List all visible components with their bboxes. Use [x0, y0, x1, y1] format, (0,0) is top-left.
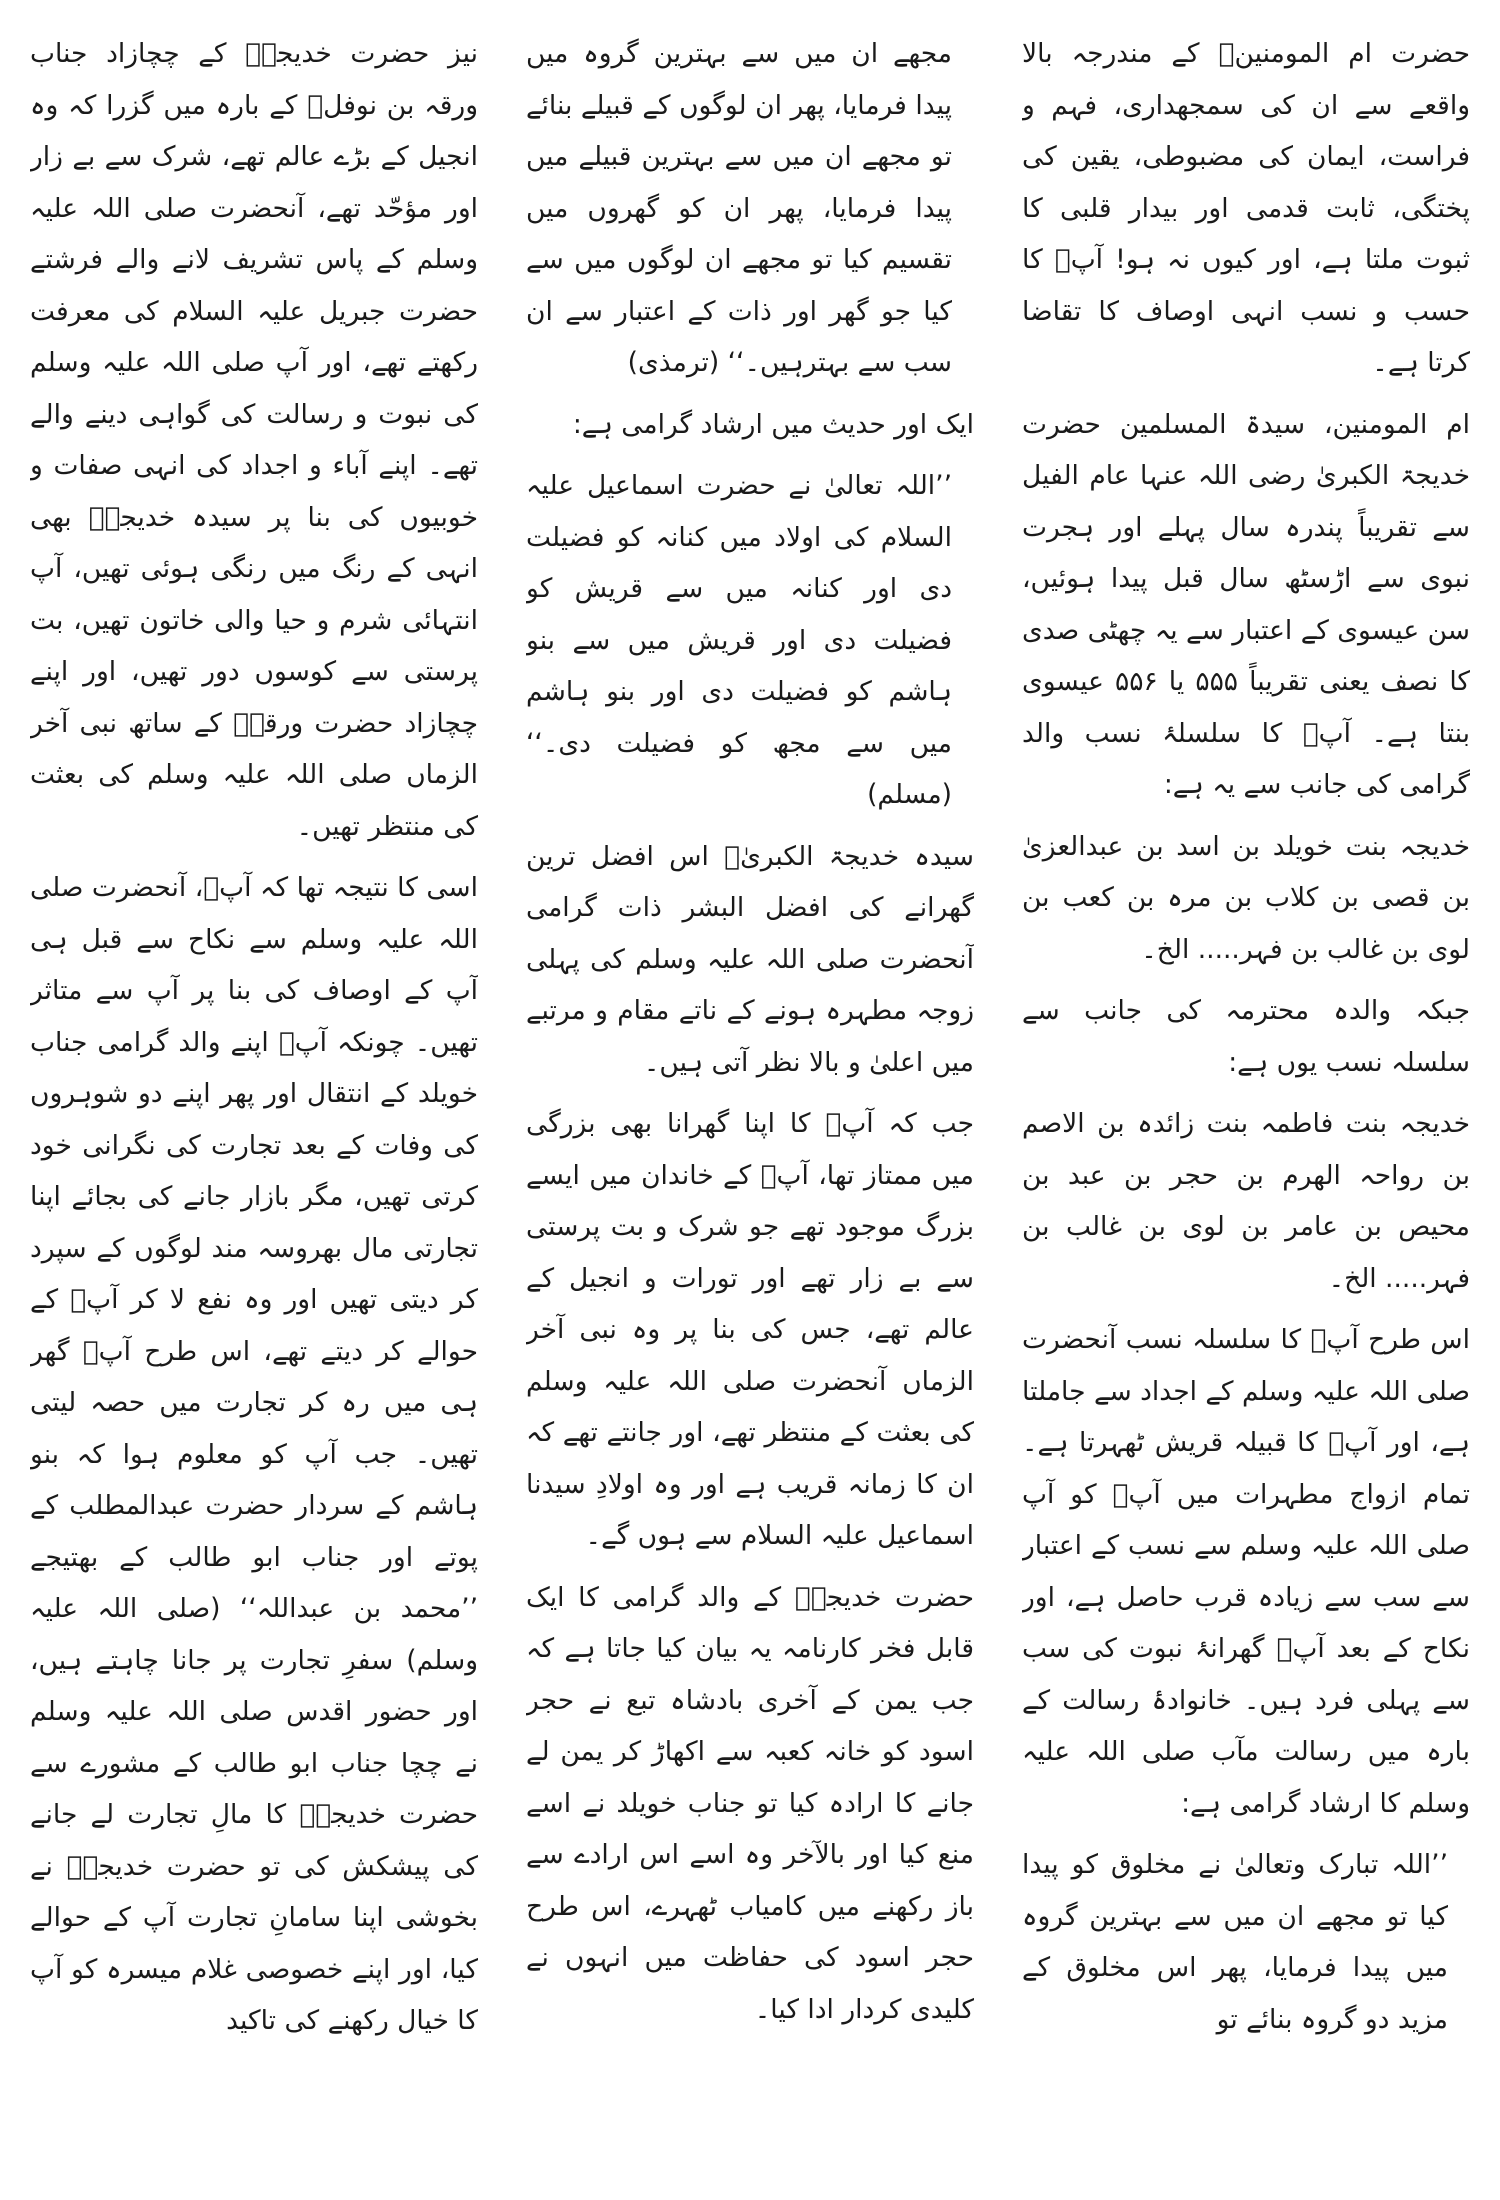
hadith-quote: ’’اللہ تبارک وتعالیٰ نے مخلوق کو پیدا کیا تو مجھے ان میں سے بہترین گروہ میں پیدا فرمایا، پھر اس مخلوق کے مزید دو گروہ بنائے تو	[1022, 1849, 1448, 2035]
paragraph: جبکہ والدہ محترمہ کی جانب سے سلسلہ نسب یوں ہے:	[1022, 995, 1470, 1078]
column-right	[1022, 28, 1470, 2180]
column-middle	[526, 28, 974, 2180]
paragraph: خدیجہ بنت فاطمہ بنت زائدہ بن الاصم بن رواحہ الھرم بن حجر بن عبد بن محیص بن عامر بن لوی بن غالب بن فہر..... الخ۔	[1022, 1108, 1470, 1294]
paragraph: جب کہ آپؓ کا اپنا گھرانا بھی بزرگی میں ممتاز تھا، آپؓ کے خاندان میں ایسے بزرگ موجود تھے جو شرک و بت پرستی سے بے زار تھے اور تورات و انجیل کے عالم تھے، جس کی بنا پر وہ نبی آخر الزماں آنحضرت صلی اللہ علیہ وسلم کی بعثت کے منتظر تھے، اور جانتے تھے کہ ان کا زمانہ قریب ہے اور وہ اولادِ سیدنا اسماعیل علیہ السلام سے ہوں گے۔	[526, 1108, 974, 1551]
paragraph: نیز حضرت خدیجہؓ کے چچازاد جناب ورقہ بن نوفلؓ کے بارہ میں گزرا کہ وہ انجیل کے بڑے عالم تھے، شرک سے بے زار اور مؤحّد تھے، آنحضرت صلی اللہ علیہ وسلم کے پاس تشریف لانے والے فرشتے حضرت جبریل علیہ السلام کی معرفت رکھتے تھے، اور آپ صلی اللہ علیہ وسلم کی نبوت و رسالت کی گواہی دینے والے تھے۔ اپنے آباء و اجداد کی انہی صفات و خوبیوں کی بنا پر سیدہ خدیجہؓ بھی انہی کے رنگ میں رنگی ہوئی تھیں، آپ انتہائی شرم و حیا والی خاتون تھیں، بت پرستی سے کوسوں دور تھیں، اور اپنے چچازاد حضرت ورقہؓ کے ساتھ نبی آخر الزماں صلی اللہ علیہ وسلم کی بعثت کی منتظر تھیں۔	[30, 38, 478, 842]
paragraph: سیدہ خدیجۃ الکبریٰؓ اس افضل ترین گھرانے کی افضل البشر ذات گرامی آنحضرت صلی اللہ علیہ وسلم کی پہلی زوجہ مطہرہ ہونے کے ناتے مقام و مرتبے میں اعلیٰ و بالا نظر آتی ہیں۔	[526, 840, 974, 1078]
paragraph: خدیجہ بنت خویلد بن اسد بن عبدالعزیٰ بن قصی بن کلاب بن مرہ بن کعب بن لوی بن غالب بن فہر..... الخ۔	[1022, 830, 1470, 965]
paragraph: اس طرح آپؓ کا سلسلہ نسب آنحضرت صلی اللہ علیہ وسلم کے اجداد سے جاملتا ہے، اور آپؓ کا قبیلہ قریش ٹھہرتا ہے۔ تمام ازواج مطہرات میں آپؓ کو آپ صلی اللہ علیہ وسلم سے نسب کے اعتبار سے سب سے زیادہ قرب حاصل ہے، اور نکاح کے بعد آپؓ گھرانۂ نبوت کی سب سے پہلی فرد ہیں۔ خانوادۂ رسالت کے بارہ میں رسالت مآب صلی اللہ علیہ وسلم کا ارشاد گرامی ہے:	[1022, 1324, 1470, 1819]
paragraph: ایک اور حدیث میں ارشاد گرامی ہے:	[572, 408, 974, 440]
paragraph: اسی کا نتیجہ تھا کہ آپؓ، آنحضرت صلی اللہ علیہ وسلم سے نکاح سے قبل ہی آپ کے اوصاف کی بنا پر آپ سے متاثر تھیں۔ چونکہ آپؓ اپنے والد گرامی جناب خویلد کے انتقال اور پھر اپنے دو شوہروں کی وفات کے بعد تجارت کی نگرانی خود کرتی تھیں، مگر بازار جانے کی بجائے اپنا تجارتی مال بھروسہ مند لوگوں کے سپرد کر دیتی تھیں اور وہ نفع لا کر آپؓ کے حوالے کر دیتے تھے، اس طرح آپؓ گھر ہی میں رہ کر تجارت میں حصہ لیتی تھیں۔ جب آپ کو معلوم ہوا کہ بنو ہاشم کے سردار حضرت عبدالمطلب کے پوتے اور جناب ابو طالب کے بھتیجے ’’محمد بن عبداللہ‘‘ (صلی اللہ علیہ وسلم) سفرِ تجارت پر جانا چاہتے ہیں، اور حضور اقدس صلی اللہ علیہ وسلم نے چچا جناب ابو طالب کے مشورے سے حضرت خدیجہؓ کا مالِ تجارت لے جانے کی پیشکش کی تو حضرت خدیجہؓ نے بخوشی اپنا سامانِ تجارت آپ کے حوالے کیا، اور اپنے خصوصی غلام میسرہ کو آپ کا خیال رکھنے کی تاکید	[30, 872, 478, 2036]
paragraph: حضرت ام المومنینؓ کے مندرجہ بالا واقعے سے ان کی سمجھداری، فہم و فراست، ایمان کی مضبوطی، یقین کی پختگی، ثابت قدمی اور بیدار قلبی کا ثبوت ملتا ہے، اور کیوں نہ ہو! آپؓ کا حسب و نسب انہی اوصاف کا تقاضا کرتا ہے۔	[1022, 38, 1470, 378]
paragraph: ام المومنین، سیدۃ المسلمین حضرت خدیجۃ الکبریٰ رضی اللہ عنہا عام الفیل سے تقریباً پندرہ سال پہلے اور ہجرت نبوی سے اڑسٹھ سال قبل پیدا ہوئیں، سن عیسوی کے اعتبار سے یہ چھٹی صدی کا نصف یعنی تقریباً ۵۵۵ یا ۵۵۶ عیسوی بنتا ہے۔ آپؓ کا سلسلۂ نسب والد گرامی کی جانب سے یہ ہے:	[1022, 408, 1470, 800]
hadith-quote: ’’اللہ تعالیٰ نے حضرت اسماعیل علیہ السلام کی اولاد میں کنانہ کو فضیلت دی اور کنانہ میں سے قریش کو فضیلت دی اور قریش میں سے بنو ہاشم کو فضیلت دی اور بنو ہاشم میں سے مجھ کو فضیلت دی۔‘‘ (مسلم)	[526, 470, 952, 810]
paragraph: حضرت خدیجہؓ کے والد گرامی کا ایک قابل فخر کارنامہ یہ بیان کیا جاتا ہے کہ جب یمن کے آخری بادشاہ تبع نے حجر اسود کو خانہ کعبہ سے اکھاڑ کر یمن لے جانے کا ارادہ کیا تو جناب خویلد نے اسے منع کیا اور بالآخر وہ اسے اس ارادے سے باز رکھنے میں کامیاب ٹھہرے، اس طرح حجر اسود کی حفاظت میں انہوں نے کلیدی کردار ادا کیا۔	[526, 1581, 974, 2025]
hadith-quote: مجھے ان میں سے بہترین گروہ میں پیدا فرمایا، پھر ان لوگوں کے قبیلے بنائے تو مجھے ان میں سے بہترین قبیلے میں پیدا فرمایا، پھر ان کو گھروں میں تقسیم کیا تو مجھے ان لوگوں میں سے کیا جو گھر اور ذات کے اعتبار سے ان سب سے بہترہیں۔‘‘ (ترمذی)	[526, 38, 952, 378]
column-left	[30, 28, 478, 2180]
